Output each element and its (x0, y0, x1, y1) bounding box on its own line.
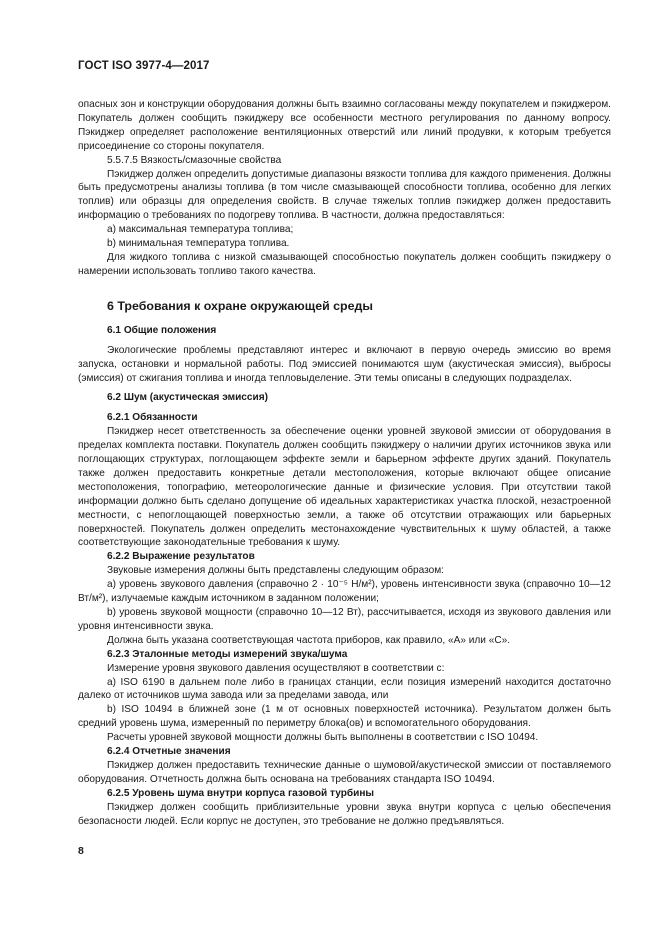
paragraph: Должна быть указана соответствующая частота приборов, как правило, «А» или «С». (107, 634, 511, 646)
list-item: b) минимальная температура топлива. (107, 238, 290, 250)
subsection-heading: 6.2.2 Выражение результатов (107, 551, 255, 563)
page-number: 8 (78, 845, 84, 857)
list-item: b) ISO 10494 в ближней зоне (1 м от основных поверхностей источника). Результатом должен быть средний уровень шума, измеренный по периметру блока(ов) и вспомогательного оборудования. (78, 704, 611, 730)
subsection-heading: 6.2.5 Уровень шума внутри корпуса газовой турбины (107, 787, 375, 799)
document-header: ГОСТ ISO 3977-4—2017 (78, 60, 210, 72)
subsection-heading: 6.1 Общие положения (107, 324, 217, 336)
subsection-heading: 6.2.1 Обязанности (107, 412, 198, 424)
paragraph: Звуковые измерения должны быть представлены следующим образом: (107, 565, 444, 577)
document-body (78, 98, 611, 829)
subsection-heading: 6.2.3 Эталонные методы измерений звука/шума (107, 648, 348, 660)
paragraph: Расчеты уровней звуковой мощности должны быть выполнены в соответствии с ISO 10494. (107, 732, 539, 744)
paragraph: Экологические проблемы представляют интерес и включают в первую очередь эмиссию во время запуска, остановки и нормальной работы. Под эмиссией понимаются шум (акустическая эмиссия), выбросы (эмиссия) от сжигания топлива и иногда тепловыделение. Эти темы описаны в следующих подразделах. (78, 344, 611, 384)
list-item: a) максимальная температура топлива; (107, 224, 294, 236)
section-heading: 6 Требования к охране окружающей среды (107, 298, 373, 313)
subsection-heading: 5.5.7.5 Вязкость/смазочные свойства (107, 154, 282, 166)
paragraph: Пэкиджер должен определить допустимые диапазоны вязкости топлива для каждого применения. Должны быть предусмотрены анализы топлива (в том числе смазывающей способности топлива, особенно для легких топлив) или образцы для определения свойств. В случае тяжелых топлив пэкиджер должен предоставить информацию о требованиях по подогреву топлива. В частности, должна предоставляться: (78, 168, 611, 222)
paragraph: опасных зон и конструкции оборудования должны быть взаимно согласованы между покупателем и пэкиджером. Покупатель должен сообщить пэкиджеру все особенности местного регулирования по данному вопросу. Пэкиджер определяет расположение вентиляционных отверстий или линий продувки, к которым требуется присоединение со стороны покупателя. (78, 99, 611, 152)
list-item: b) уровень звуковой мощности (справочно 10—12 Вт), рассчитывается, исходя из звукового давления или уровня интенсивности звука. (78, 607, 611, 632)
paragraph: Для жидкого топлива с низкой смазывающей способностью покупатель должен сообщить пэкиджеру о намерении использовать топливо такого качества. (78, 251, 611, 277)
list-item: a) уровень звукового давления (справочно 2 · 10⁻⁵ Н/м²), уровень интенсивности звука (справочно 10—12 Вт/м²), излучаемые каждым источником в заданном положении; (78, 579, 611, 605)
subsection-heading: 6.2 Шум (акустическая эмиссия) (107, 392, 268, 404)
paragraph: Пэкиджер должен сообщить приблизительные уровни звука внутри корпуса с целью обеспечения безопасности людей. Если корпус не доступен, это требование не должно предъявляться. (78, 801, 611, 827)
subsection-heading: 6.2.4 Отчетные значения (107, 746, 231, 758)
list-item: a) ISO 6190 в дальнем поле либо в границах станции, если позиция измерений находится достаточно далеко от источников шума завода или за пределами завода, или (78, 676, 611, 702)
paragraph: Пэкиджер должен предоставить технические данные о шумовой/акустической эмиссии от поставляемого оборудования. Отчетность должна быть основана на требованиях стандарта ISO 10494. (78, 759, 611, 785)
paragraph: Измерение уровня звукового давления осуществляют в соответствии с: (107, 662, 445, 674)
paragraph: Пэкиджер несет ответственность за обеспечение оценки уровней звуковой эмиссии от оборудования в пределах комплекта поставки. Покупатель должен сообщить пэкиджеру о наличии других источников звука или поглощающих структурах, поглощающем эффекте земли и барьерном эффекте других зданий. Покупатель также должен предоставить конкретные детали местоположения, которые включают общее описание местоположения, топографию, метеорологические данные и физические условия. При отсутствии такой информации должно быть сделано допущение об идеальных характеристиках участка плоской, незастроенной местности, с непоглощающей поверхностью земли, а также об отсутствии отражающих или барьерных поверхностей. Покупатель должен определить местонахождение чувствительных к шуму областей, а также соответствующие законодательные требования к шуму. (78, 426, 611, 549)
